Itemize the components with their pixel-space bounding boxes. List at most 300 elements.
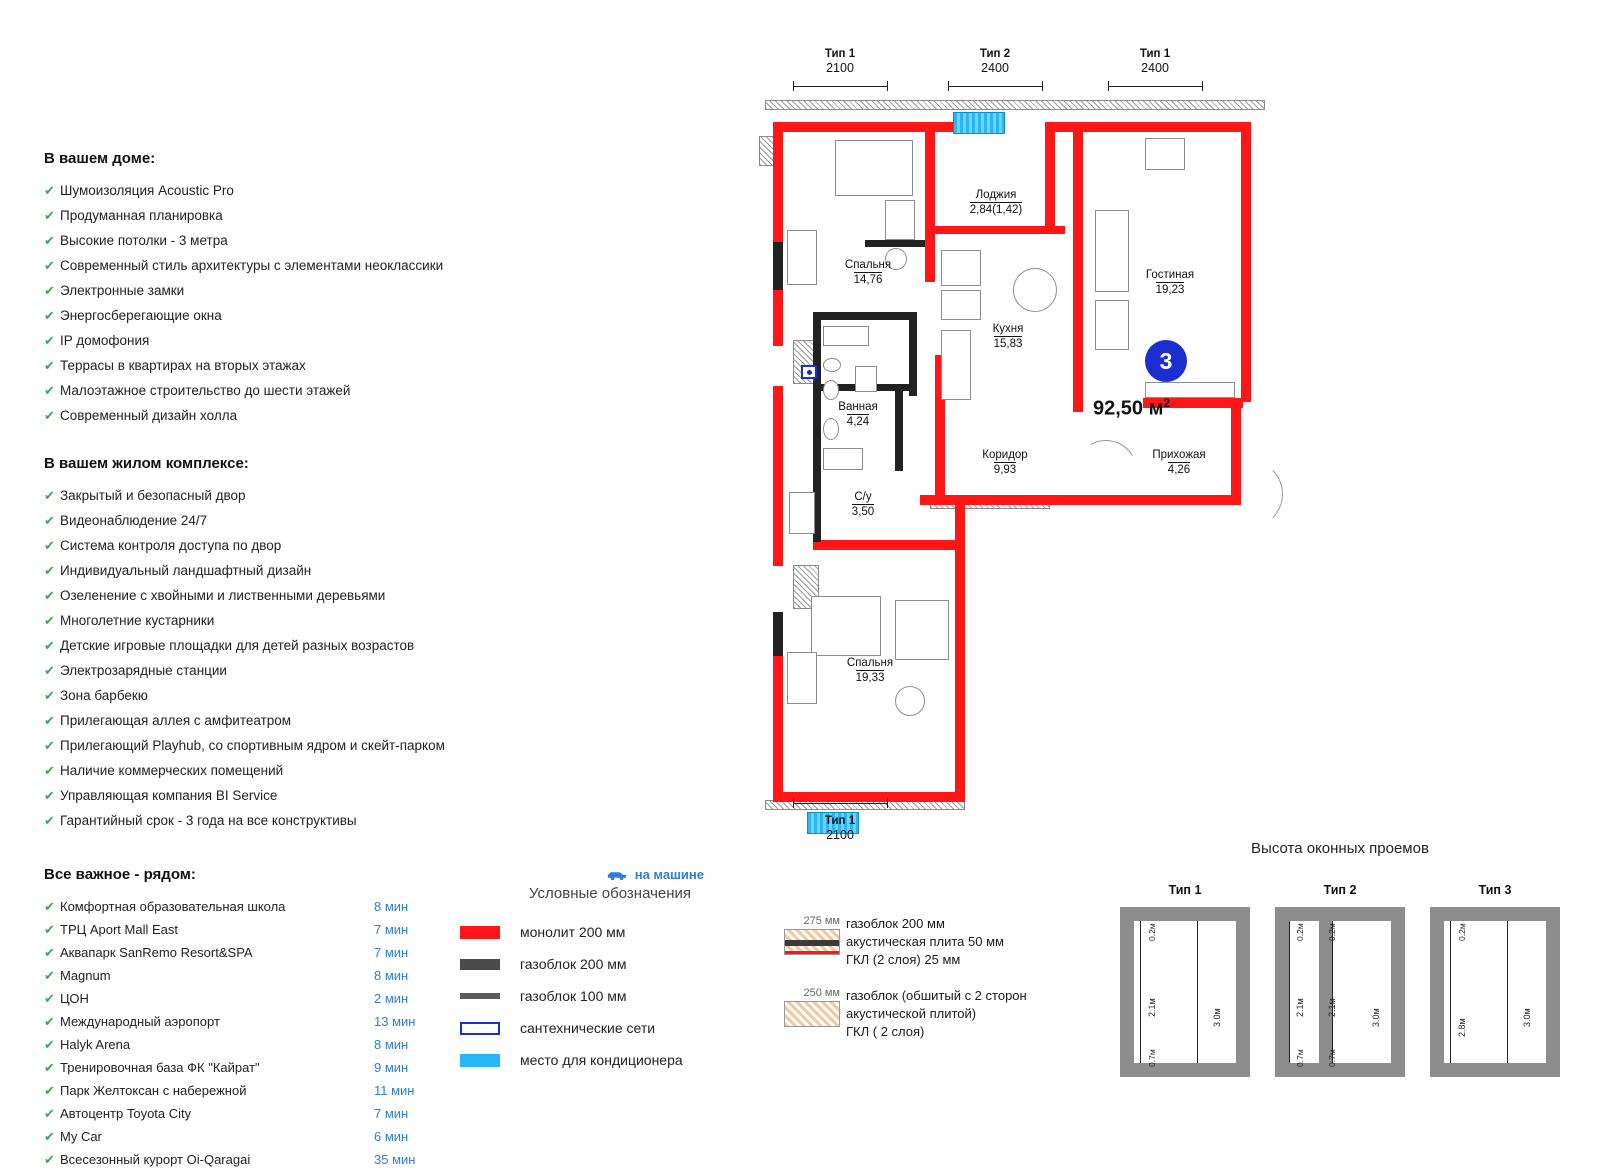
place-label: Всесезонный курорт Oi-Qaragai xyxy=(60,1152,251,1167)
room-name: Спальня xyxy=(844,259,892,271)
check-icon: ✔ xyxy=(44,233,55,248)
wall-monolith xyxy=(773,122,783,242)
wardrobe-icon xyxy=(885,200,915,240)
nearby-title: Все важное - рядом: xyxy=(44,866,196,883)
list-item xyxy=(44,231,704,250)
check-icon: ✔ xyxy=(44,968,55,983)
check-icon: ✔ xyxy=(44,713,55,728)
list-item xyxy=(44,1104,444,1123)
shower-icon xyxy=(823,448,863,470)
legend-label: сантехнические сети xyxy=(520,1020,656,1036)
check-icon: ✔ xyxy=(44,991,55,1006)
place-time: 11 мин xyxy=(374,1083,415,1098)
feature-label: Индивидуальный ландшафтный дизайн xyxy=(60,563,312,578)
armchair-icon xyxy=(1095,300,1129,350)
check-icon: ✔ xyxy=(44,308,55,323)
room-area: 4,24 xyxy=(846,416,870,428)
dimension-line xyxy=(793,803,887,804)
tv-unit-icon xyxy=(1145,138,1185,170)
dimension-group xyxy=(785,815,895,842)
room-name: Ванная xyxy=(838,401,878,413)
legend-title: Условные обозначения xyxy=(528,885,692,902)
feature-label: Современный дизайн холла xyxy=(60,408,238,423)
material-thickness-wrap xyxy=(760,915,846,955)
feature-label: Закрытый и безопасный двор xyxy=(60,488,246,503)
room-area: 19,33 xyxy=(855,672,885,684)
material-line: акустическая плита 50 мм xyxy=(846,934,1004,949)
list-item xyxy=(44,920,444,939)
room-area: 19,23 xyxy=(1155,284,1185,296)
list-item xyxy=(44,536,704,555)
room-label-loggia xyxy=(941,188,1051,217)
list-item xyxy=(44,736,704,755)
list-item xyxy=(44,1012,444,1031)
list-item xyxy=(44,1081,444,1100)
feature-label: Террасы в квартирах на вторых этажах xyxy=(60,358,306,373)
floor-height-label: 3.0м xyxy=(1522,1008,1532,1027)
house-features-block xyxy=(44,150,704,425)
check-icon: ✔ xyxy=(44,208,55,223)
room-label-bedroom-1 xyxy=(823,258,913,287)
ac-slot-top xyxy=(953,112,1005,134)
place-time: 8 мин xyxy=(374,968,409,983)
dimension-line xyxy=(1108,86,1202,87)
slab-bottom xyxy=(1430,1063,1560,1077)
list-item xyxy=(44,306,704,325)
dimension-type: Тип 1 xyxy=(824,48,856,60)
legend-label: газоблок 200 мм xyxy=(520,956,627,972)
place-label: My Car xyxy=(60,1129,102,1144)
pier-left xyxy=(1120,907,1134,1077)
list-item xyxy=(44,486,704,505)
material-line: ГКЛ (2 слоя) 25 мм xyxy=(846,952,961,967)
wall-monolith xyxy=(773,290,783,346)
pier-right xyxy=(1236,907,1250,1077)
sofa-icon xyxy=(1095,210,1129,292)
place-time: 7 мин xyxy=(374,922,409,937)
check-icon: ✔ xyxy=(44,945,55,960)
dimension-group xyxy=(940,48,1050,75)
legend-item xyxy=(460,1020,760,1036)
list-item xyxy=(44,989,444,1008)
room-name: С/у xyxy=(854,491,872,503)
table-icon xyxy=(895,686,925,716)
wardrobe-icon xyxy=(787,652,817,704)
list-item xyxy=(44,786,704,805)
list-item xyxy=(44,406,704,425)
list-item xyxy=(44,661,704,680)
wall-monolith xyxy=(920,495,1240,505)
window-type-label: Тип 2 xyxy=(1323,883,1357,897)
total-area xyxy=(1093,396,1170,421)
check-icon: ✔ xyxy=(44,283,55,298)
room-area: 9,93 xyxy=(993,464,1017,476)
car-icon xyxy=(606,869,628,881)
legend-item xyxy=(460,988,760,1004)
list-item xyxy=(44,381,704,400)
wall-gasblock xyxy=(773,612,783,656)
facade-band-top xyxy=(765,100,1265,110)
place-label: Комфортная образовательная школа xyxy=(60,899,286,914)
window-height-label-2: 2.1м xyxy=(1327,998,1337,1017)
stove-icon xyxy=(941,290,981,320)
floor-height-label: 3.0м xyxy=(1371,1008,1381,1027)
check-icon: ✔ xyxy=(44,183,55,198)
dimension-tick xyxy=(1108,81,1109,91)
list-item xyxy=(44,181,704,200)
pier-left xyxy=(1275,907,1289,1077)
room-label-bathroom xyxy=(813,400,903,429)
feature-label: Электронные замки xyxy=(60,283,185,298)
legend-label: газоблок 100 мм xyxy=(520,988,627,1004)
place-time: 9 мин xyxy=(374,1060,409,1075)
feature-label: Гарантийный срок - 3 года на все конструктивы xyxy=(60,813,357,828)
feature-label: Озеленение с хвойными и лиственными деревьями xyxy=(60,588,386,603)
list-item xyxy=(44,686,704,705)
check-icon: ✔ xyxy=(44,1106,55,1121)
room-name: Коридор xyxy=(982,449,1028,461)
room-area: 3,50 xyxy=(851,506,875,518)
complex-features-title: В вашем жилом комплексе: xyxy=(44,455,249,472)
feature-label: Многолетние кустарники xyxy=(60,613,215,628)
room-name: Спальня xyxy=(846,657,894,669)
dimension-tick xyxy=(793,798,794,808)
wall-monolith xyxy=(1073,122,1083,412)
check-icon: ✔ xyxy=(44,588,55,603)
dimension-value: 2100 xyxy=(826,828,854,842)
window-opening xyxy=(1450,921,1508,1063)
dimension-tick xyxy=(1202,81,1203,91)
place-time: 13 мин xyxy=(374,1014,416,1029)
material-section-icon xyxy=(784,1001,840,1027)
window-heights-block xyxy=(1120,840,1560,1077)
slab-bottom xyxy=(1120,1063,1250,1077)
wall-monolith xyxy=(773,792,965,802)
legend-swatch-ac xyxy=(460,1054,500,1067)
window-type-diagram xyxy=(1275,907,1405,1077)
window-opening xyxy=(1140,921,1198,1063)
window-type-diagram xyxy=(1430,907,1560,1077)
dimension-type: Тип 1 xyxy=(824,815,856,827)
list-item xyxy=(44,1058,444,1077)
plumbing-node xyxy=(801,365,817,379)
pier-right xyxy=(1546,907,1560,1077)
house-features-list xyxy=(44,181,704,425)
check-icon: ✔ xyxy=(44,538,55,553)
wall-gasblock-100 xyxy=(813,312,917,320)
check-icon: ✔ xyxy=(44,258,55,273)
feature-label: Прилегающий Playhub, со спортивным ядром и скейт-парком xyxy=(60,738,445,753)
place-time: 2 мин xyxy=(374,991,409,1006)
transport-mode xyxy=(606,867,704,882)
room-name: Кухня xyxy=(992,323,1024,335)
check-icon: ✔ xyxy=(44,1060,55,1075)
dimension-tick xyxy=(948,81,949,91)
list-item xyxy=(44,331,704,350)
nearby-list xyxy=(44,897,444,1169)
bed-icon xyxy=(835,140,913,196)
plan-canvas xyxy=(745,100,1305,800)
check-icon: ✔ xyxy=(44,513,55,528)
bed-icon xyxy=(811,596,881,656)
list-item xyxy=(44,1127,444,1146)
rooms-count-badge: 3 xyxy=(1145,340,1187,382)
pier-left xyxy=(1430,907,1444,1077)
room-label-bedroom-2 xyxy=(825,656,915,685)
room-label-wc xyxy=(823,490,903,519)
window-top-label-2: 0.2м xyxy=(1327,923,1337,941)
dimension-tick xyxy=(887,81,888,91)
window-type-3 xyxy=(1430,883,1560,1077)
wall-monolith xyxy=(813,540,965,550)
floor-plan xyxy=(745,40,1305,860)
plumbing-dot xyxy=(807,370,812,375)
check-icon: ✔ xyxy=(44,899,55,914)
place-label: ЦОН xyxy=(60,991,89,1006)
list-item xyxy=(44,966,444,985)
legend-item xyxy=(460,924,760,940)
sink-icon xyxy=(823,358,841,372)
dimension-value: 2400 xyxy=(1141,61,1169,75)
wall-monolith xyxy=(773,122,925,132)
dimension-tick xyxy=(887,798,888,808)
check-icon: ✔ xyxy=(44,383,55,398)
window-heights-row xyxy=(1120,883,1560,1077)
transport-mode-label: на машине xyxy=(634,867,704,882)
room-area: 2,84(1,42) xyxy=(969,204,1023,216)
place-label: Парк Желтоксан с набережной xyxy=(60,1083,247,1098)
wardrobe-icon xyxy=(787,230,817,285)
room-area: 15,83 xyxy=(993,338,1023,350)
dimension-value: 2100 xyxy=(826,61,854,75)
room-name: Лоджия xyxy=(975,189,1017,201)
window-top-label: 0.2м xyxy=(1295,923,1305,941)
slab-top xyxy=(1430,907,1560,921)
dining-table-icon xyxy=(1013,268,1057,312)
wall-monolith xyxy=(925,122,935,232)
dimension-group xyxy=(785,48,895,75)
feature-label: Энергосберегающие окна xyxy=(60,308,222,323)
place-label: Halyk Arena xyxy=(60,1037,131,1052)
check-icon: ✔ xyxy=(44,1129,55,1144)
materials-block xyxy=(760,915,1080,1059)
window-type-label: Тип 1 xyxy=(1168,883,1202,897)
check-icon: ✔ xyxy=(44,1083,55,1098)
list-item xyxy=(44,943,444,962)
feature-label: Высокие потолки - 3 метра xyxy=(60,233,228,248)
check-icon: ✔ xyxy=(44,638,55,653)
room-label-corridor xyxy=(957,448,1053,477)
check-icon: ✔ xyxy=(44,488,55,503)
legend-block xyxy=(460,885,760,1084)
total-area-unit-sup: 2 xyxy=(1163,396,1171,410)
room-name: Гостиная xyxy=(1145,269,1195,281)
complex-features-block xyxy=(44,455,704,830)
feature-label: Современный стиль архитектуры с элементами неоклассики xyxy=(60,258,444,273)
pier-right xyxy=(1391,907,1405,1077)
dimension-line xyxy=(793,86,887,87)
dimension-type: Тип 1 xyxy=(1139,48,1171,60)
complex-features-list xyxy=(44,486,704,830)
dimension-type: Тип 2 xyxy=(979,48,1011,60)
window-top-label: 0.2м xyxy=(1457,923,1467,941)
check-icon: ✔ xyxy=(44,788,55,803)
dimension-strip-top xyxy=(745,40,1305,90)
place-time: 6 мин xyxy=(374,1129,409,1144)
place-time: 7 мин xyxy=(374,1106,409,1121)
window-type-diagram xyxy=(1120,907,1250,1077)
material-line: газоблок 200 мм xyxy=(846,916,945,931)
place-time: 8 мин xyxy=(374,899,409,914)
feature-label: Управляющая компания BI Service xyxy=(60,788,278,803)
feature-label: Наличие коммерческих помещений xyxy=(60,763,284,778)
slab-top xyxy=(1120,907,1250,921)
list-item xyxy=(44,256,704,275)
list-item xyxy=(44,811,704,830)
list-item xyxy=(44,636,704,655)
wall-loggia xyxy=(935,226,1065,234)
window-heights-title: Высота оконных проемов xyxy=(1251,840,1429,857)
check-icon: ✔ xyxy=(44,922,55,937)
check-icon: ✔ xyxy=(44,1037,55,1052)
window-height-label: 2.8м xyxy=(1457,1018,1467,1037)
room-area: 14,76 xyxy=(853,274,883,286)
feature-label: Детские игровые площадки для детей разных возрастов xyxy=(60,638,415,653)
legend-item xyxy=(460,1052,760,1068)
place-label: Magnum xyxy=(60,968,111,983)
bathtub-icon xyxy=(823,326,869,346)
house-features-title: В вашем доме: xyxy=(44,150,156,167)
check-icon: ✔ xyxy=(44,763,55,778)
place-label: Тренировочная база ФК "Кайрат" xyxy=(60,1060,260,1075)
gkl-layer xyxy=(785,951,839,954)
feature-label: Малоэтажное строительство до шести этажей xyxy=(60,383,351,398)
legend-swatch-monolith xyxy=(460,926,500,939)
material-thickness: 250 мм xyxy=(803,987,840,999)
window-height-label: 2.1м xyxy=(1147,998,1157,1017)
acoustic-layer xyxy=(785,940,839,946)
place-label: Аквапарк SanRemo Resort&SPA xyxy=(60,945,253,960)
window-opening-left xyxy=(1289,921,1333,1063)
slab-top xyxy=(1275,907,1405,921)
check-icon: ✔ xyxy=(44,563,55,578)
feature-label: Прилегающая аллея с амфитеатром xyxy=(60,713,292,728)
nearby-header xyxy=(44,866,704,883)
material-line: газоблок (обшитый с 2 сторон xyxy=(846,988,1027,1003)
check-icon: ✔ xyxy=(44,738,55,753)
room-label-living xyxy=(1125,268,1215,297)
total-area-value: 92,50 м xyxy=(1093,397,1164,420)
list-item xyxy=(44,1150,444,1169)
toilet-icon xyxy=(823,380,839,400)
window-height-label: 2.1м xyxy=(1295,998,1305,1017)
feature-label: IP домофония xyxy=(60,333,150,348)
legend-swatch-gasblock100 xyxy=(460,993,500,999)
room-label-hall xyxy=(1131,448,1227,477)
room-area: 4,26 xyxy=(1167,464,1191,476)
window-sill-label-2: 0.7м xyxy=(1327,1049,1337,1067)
list-item xyxy=(44,711,704,730)
list-item xyxy=(44,206,704,225)
list-item xyxy=(44,1035,444,1054)
place-time: 35 мин xyxy=(374,1152,416,1167)
dimension-line xyxy=(948,86,1042,87)
legend-label: монолит 200 мм xyxy=(520,924,626,940)
feature-label: Система контроля доступа по двор xyxy=(60,538,282,553)
place-label: Автоцентр Toyota City xyxy=(60,1106,192,1121)
dimension-group xyxy=(1100,48,1210,75)
dimension-tick xyxy=(793,81,794,91)
material-line: акустической плитой) xyxy=(846,1006,977,1021)
check-icon: ✔ xyxy=(44,358,55,373)
room-name: Прихожая xyxy=(1152,449,1206,461)
list-item xyxy=(44,611,704,630)
window-sill-label: 0.7м xyxy=(1147,1049,1157,1067)
check-icon: ✔ xyxy=(44,1152,55,1167)
window-sill-label: 0.7м xyxy=(1295,1049,1305,1067)
legend-label: место для кондиционера xyxy=(520,1052,683,1068)
loggia-area xyxy=(941,134,1051,154)
check-icon: ✔ xyxy=(44,1014,55,1029)
wall-gasblock xyxy=(773,242,783,290)
feature-label: Продуманная планировка xyxy=(60,208,223,223)
place-label: Международный аэропорт xyxy=(60,1014,220,1029)
check-icon: ✔ xyxy=(44,333,55,348)
wardrobe-icon xyxy=(789,492,815,534)
feature-label: Видеонаблюдение 24/7 xyxy=(60,513,208,528)
list-item xyxy=(44,897,444,916)
wall-monolith xyxy=(1241,302,1251,402)
wall-monolith xyxy=(925,232,935,282)
window-top-label: 0.2м xyxy=(1147,923,1157,941)
check-icon: ✔ xyxy=(44,613,55,628)
list-item xyxy=(44,511,704,530)
washer-icon xyxy=(855,366,877,392)
window-type-label: Тип 3 xyxy=(1478,883,1512,897)
legend-swatch-gasblock200 xyxy=(460,959,500,970)
place-label: ТРЦ Aport Mall East xyxy=(60,922,178,937)
check-icon: ✔ xyxy=(44,813,55,828)
feature-label: Шумоизоляция Acoustic Pro xyxy=(60,183,234,198)
place-time: 8 мин xyxy=(374,1037,409,1052)
material-description xyxy=(846,915,1004,969)
material-thickness-wrap xyxy=(760,987,846,1027)
material-row xyxy=(760,915,1080,969)
legend-swatch-plumbing xyxy=(460,1022,500,1035)
material-line: ГКЛ ( 2 слоя) xyxy=(846,1024,925,1039)
check-icon: ✔ xyxy=(44,688,55,703)
list-item xyxy=(44,561,704,580)
wardrobe-icon xyxy=(895,600,949,660)
list-item xyxy=(44,356,704,375)
material-section-icon xyxy=(784,929,840,955)
floor-height-label: 3.0м xyxy=(1212,1008,1222,1027)
wall-monolith xyxy=(773,386,783,566)
dimension-tick xyxy=(1042,81,1043,91)
material-description xyxy=(846,987,1027,1041)
wall-monolith xyxy=(1073,122,1245,132)
dimension-value: 2400 xyxy=(981,61,1009,75)
list-item xyxy=(44,281,704,300)
window-type-2 xyxy=(1275,883,1405,1077)
material-thickness: 275 мм xyxy=(803,915,840,927)
feature-label: Зона барбекю xyxy=(60,688,148,703)
room-label-kitchen xyxy=(963,322,1053,351)
wall-monolith xyxy=(773,656,783,802)
window-type-1 xyxy=(1120,883,1250,1077)
check-icon: ✔ xyxy=(44,408,55,423)
feature-label: Электрозарядные станции xyxy=(60,663,227,678)
